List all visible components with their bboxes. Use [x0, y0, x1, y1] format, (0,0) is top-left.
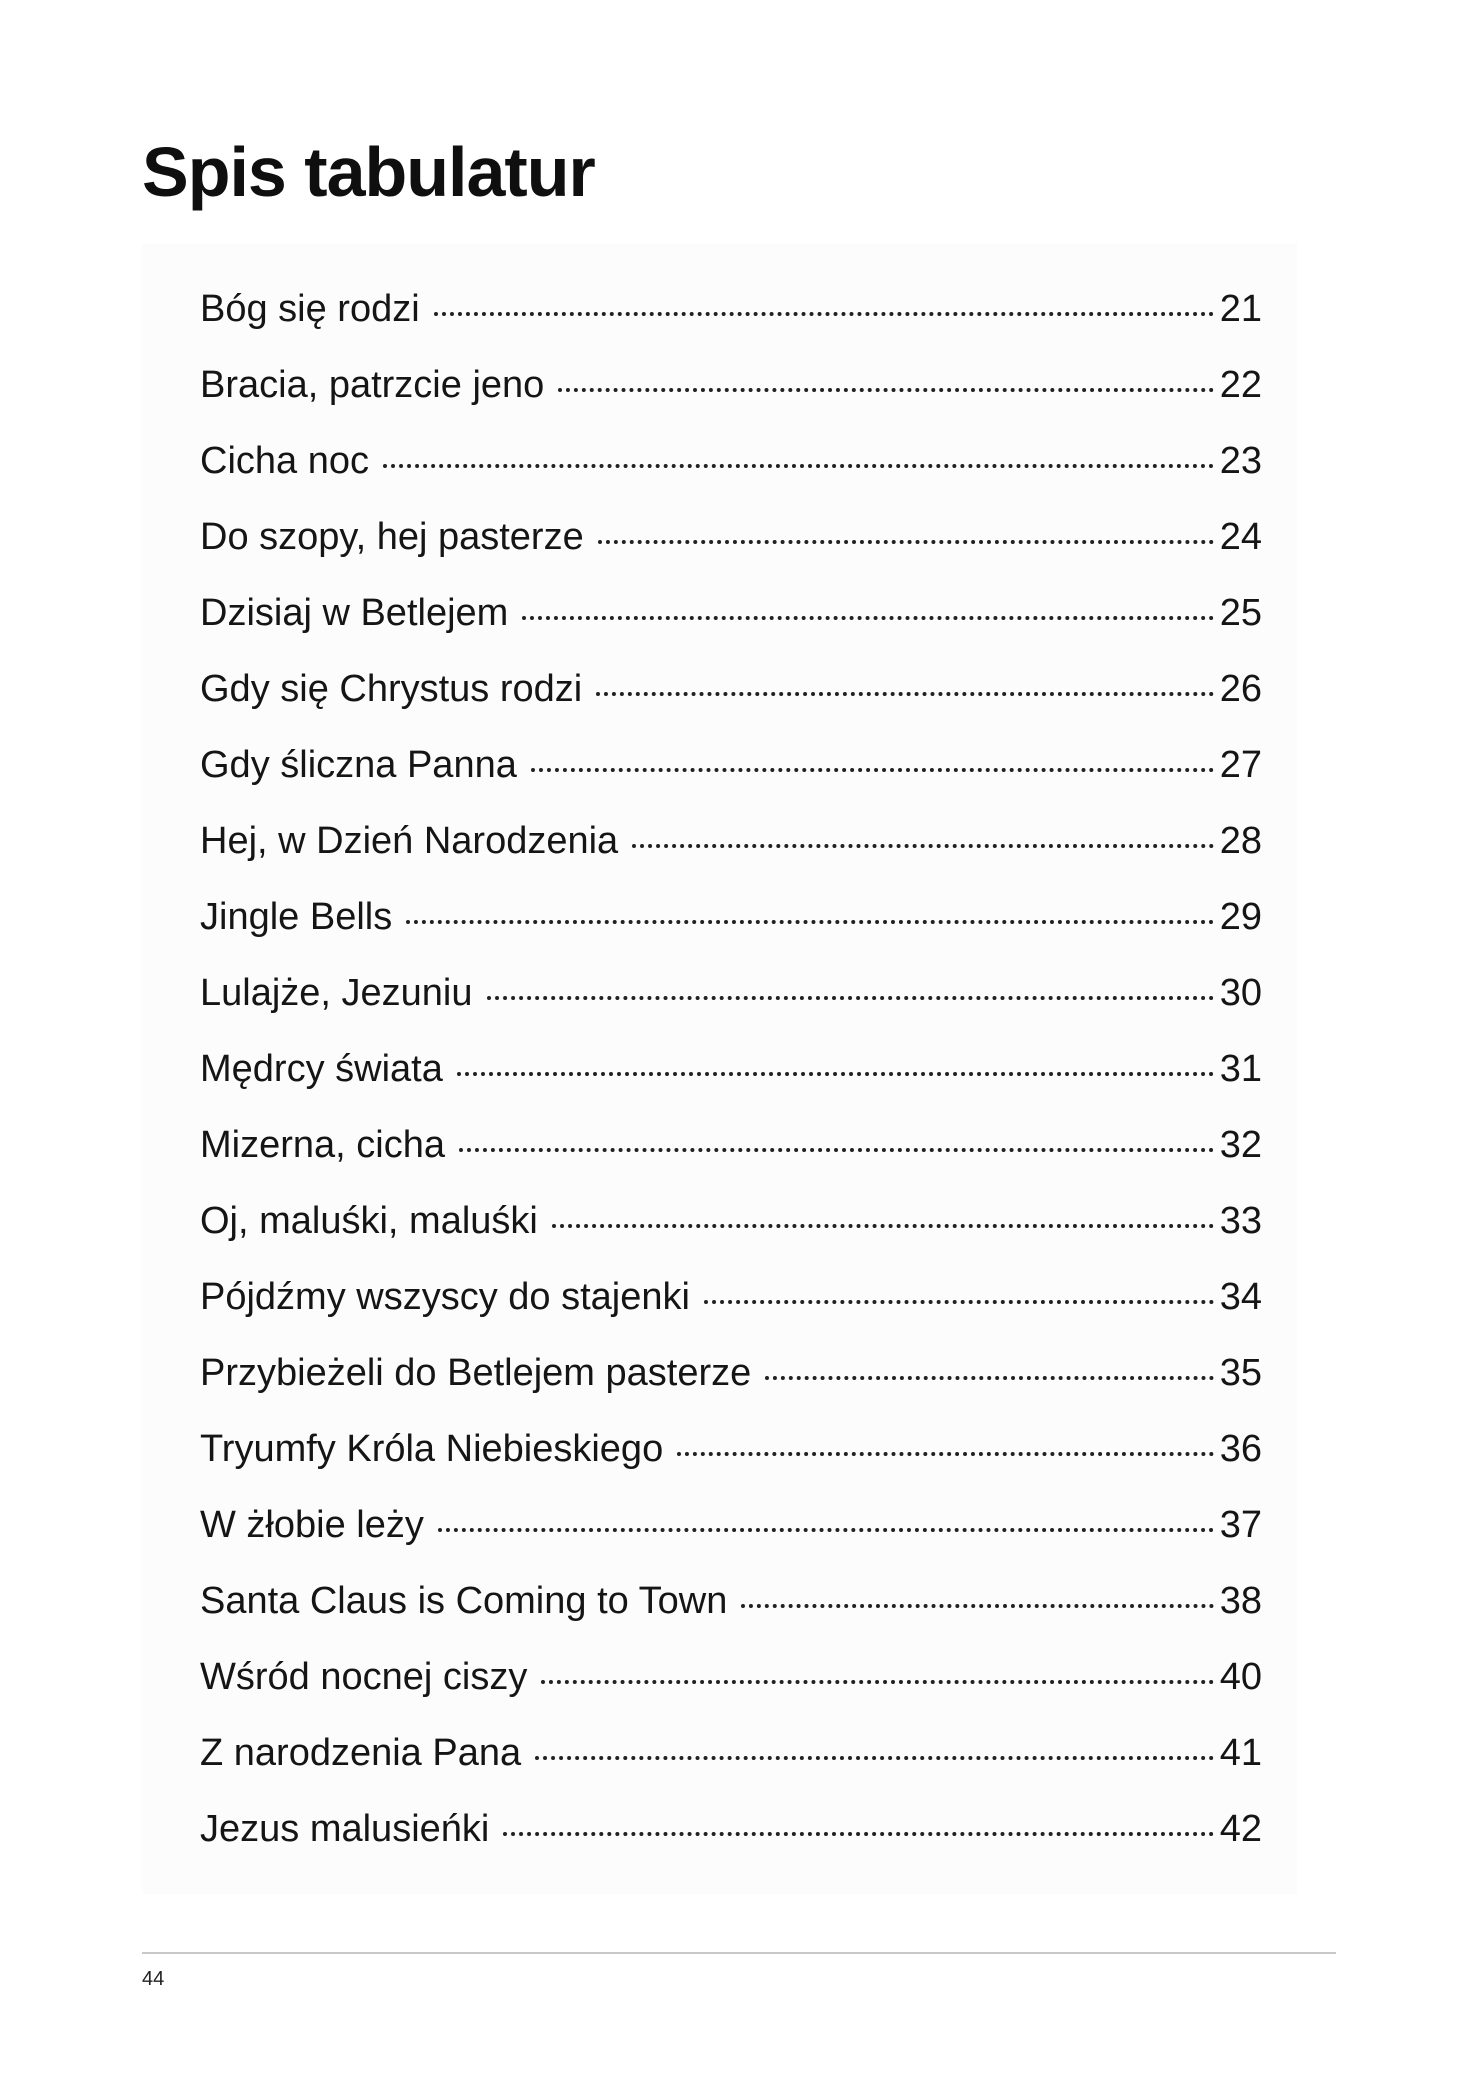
dot-leader [598, 540, 1214, 544]
toc-entry-page-number: 37 [1219, 1504, 1262, 1546]
toc-entry-page-number: 21 [1219, 288, 1262, 330]
toc-entry-title: Oj, maluśki, maluśki [200, 1200, 538, 1242]
toc-entry-title: Przybieżeli do Betlejem pasterze [200, 1352, 752, 1394]
dot-leader [741, 1604, 1213, 1608]
toc-entry-title: Bracia, patrzcie jeno [200, 364, 545, 406]
dot-leader [632, 844, 1214, 848]
toc-entry [200, 1487, 1262, 1563]
toc-entry [200, 651, 1262, 727]
page-title: Spis tabulatur [142, 133, 595, 211]
toc-entry-title: Do szopy, hej pasterze [200, 516, 584, 558]
toc-entry [200, 1183, 1262, 1259]
dot-leader [383, 464, 1214, 468]
toc-entry-title: Z narodzenia Pana [200, 1732, 522, 1774]
toc-entry-page-number: 25 [1219, 592, 1262, 634]
toc-entry [200, 499, 1262, 575]
dot-leader [406, 920, 1214, 924]
toc-entry-page-number: 22 [1219, 364, 1262, 406]
toc-entry-page-number: 27 [1219, 744, 1262, 786]
dot-leader [487, 996, 1214, 1000]
dot-leader [596, 692, 1213, 696]
dot-leader [677, 1452, 1214, 1456]
toc-entry-title: Gdy śliczna Panna [200, 744, 517, 786]
toc-entry [200, 1107, 1262, 1183]
dot-leader [558, 388, 1213, 392]
toc-entry-title: Jingle Bells [200, 896, 393, 938]
toc-entry-title: Mędrcy świata [200, 1048, 443, 1090]
toc-entry [200, 803, 1262, 879]
dot-leader [765, 1376, 1213, 1380]
toc-entry [200, 1031, 1262, 1107]
toc-entry-page-number: 36 [1219, 1428, 1262, 1470]
toc-entry-page-number: 33 [1219, 1200, 1262, 1242]
toc-entry [200, 1563, 1262, 1639]
dot-leader [704, 1300, 1214, 1304]
toc-entry-page-number: 30 [1219, 972, 1262, 1014]
dot-leader [459, 1148, 1214, 1152]
toc-entry-title: Dzisiaj w Betlejem [200, 592, 509, 634]
toc-entry-page-number: 34 [1219, 1276, 1262, 1318]
toc-entry-title: Hej, w Dzień Narodzenia [200, 820, 619, 862]
toc-entry-page-number: 32 [1219, 1124, 1262, 1166]
toc-entry [200, 1715, 1262, 1791]
toc-entry-title: Cicha noc [200, 440, 369, 482]
toc-entry-title: Gdy się Chrystus rodzi [200, 668, 583, 710]
toc-entry [200, 1411, 1262, 1487]
dot-leader [457, 1072, 1214, 1076]
toc-entry-page-number: 41 [1219, 1732, 1262, 1774]
toc-entry-page-number: 38 [1219, 1580, 1262, 1622]
page-number: 44 [142, 1968, 165, 1990]
toc-entry [200, 347, 1262, 423]
dot-leader [522, 616, 1213, 620]
toc-entry-page-number: 29 [1219, 896, 1262, 938]
toc-entry [200, 1639, 1262, 1715]
dot-leader [541, 1680, 1213, 1684]
toc-entry-title: W żłobie leży [200, 1504, 424, 1546]
toc-entry [200, 1791, 1262, 1867]
toc-entry-page-number: 40 [1219, 1656, 1262, 1698]
toc-entry [200, 1335, 1262, 1411]
dot-leader [438, 1528, 1214, 1532]
table-of-contents [200, 271, 1262, 1867]
toc-entry-title: Jezus malusieńki [200, 1808, 490, 1850]
toc-entry-page-number: 24 [1219, 516, 1262, 558]
toc-entry-title: Lulajże, Jezuniu [200, 972, 473, 1014]
footer-divider [142, 1952, 1336, 1954]
toc-entry [200, 1259, 1262, 1335]
dot-leader [531, 768, 1214, 772]
toc-entry [200, 879, 1262, 955]
toc-entry-page-number: 28 [1219, 820, 1262, 862]
dot-leader [434, 312, 1214, 316]
dot-leader [552, 1224, 1214, 1228]
toc-entry [200, 423, 1262, 499]
toc-entry-title: Mizerna, cicha [200, 1124, 445, 1166]
toc-entry-title: Bóg się rodzi [200, 288, 420, 330]
toc-entry-page-number: 42 [1219, 1808, 1262, 1850]
toc-entry [200, 271, 1262, 347]
toc-entry-title: Tryumfy Króla Niebieskiego [200, 1428, 664, 1470]
toc-entry-page-number: 23 [1219, 440, 1262, 482]
toc-entry-title: Pójdźmy wszyscy do stajenki [200, 1276, 690, 1318]
toc-entry-title: Wśród nocnej ciszy [200, 1656, 528, 1698]
toc-entry [200, 955, 1262, 1031]
toc-entry [200, 727, 1262, 803]
toc-entry-title: Santa Claus is Coming to Town [200, 1580, 728, 1622]
dot-leader [503, 1832, 1213, 1836]
toc-entry [200, 575, 1262, 651]
toc-entry-page-number: 31 [1219, 1048, 1262, 1090]
toc-entry-page-number: 26 [1219, 668, 1262, 710]
toc-entry-page-number: 35 [1219, 1352, 1262, 1394]
dot-leader [535, 1756, 1214, 1760]
